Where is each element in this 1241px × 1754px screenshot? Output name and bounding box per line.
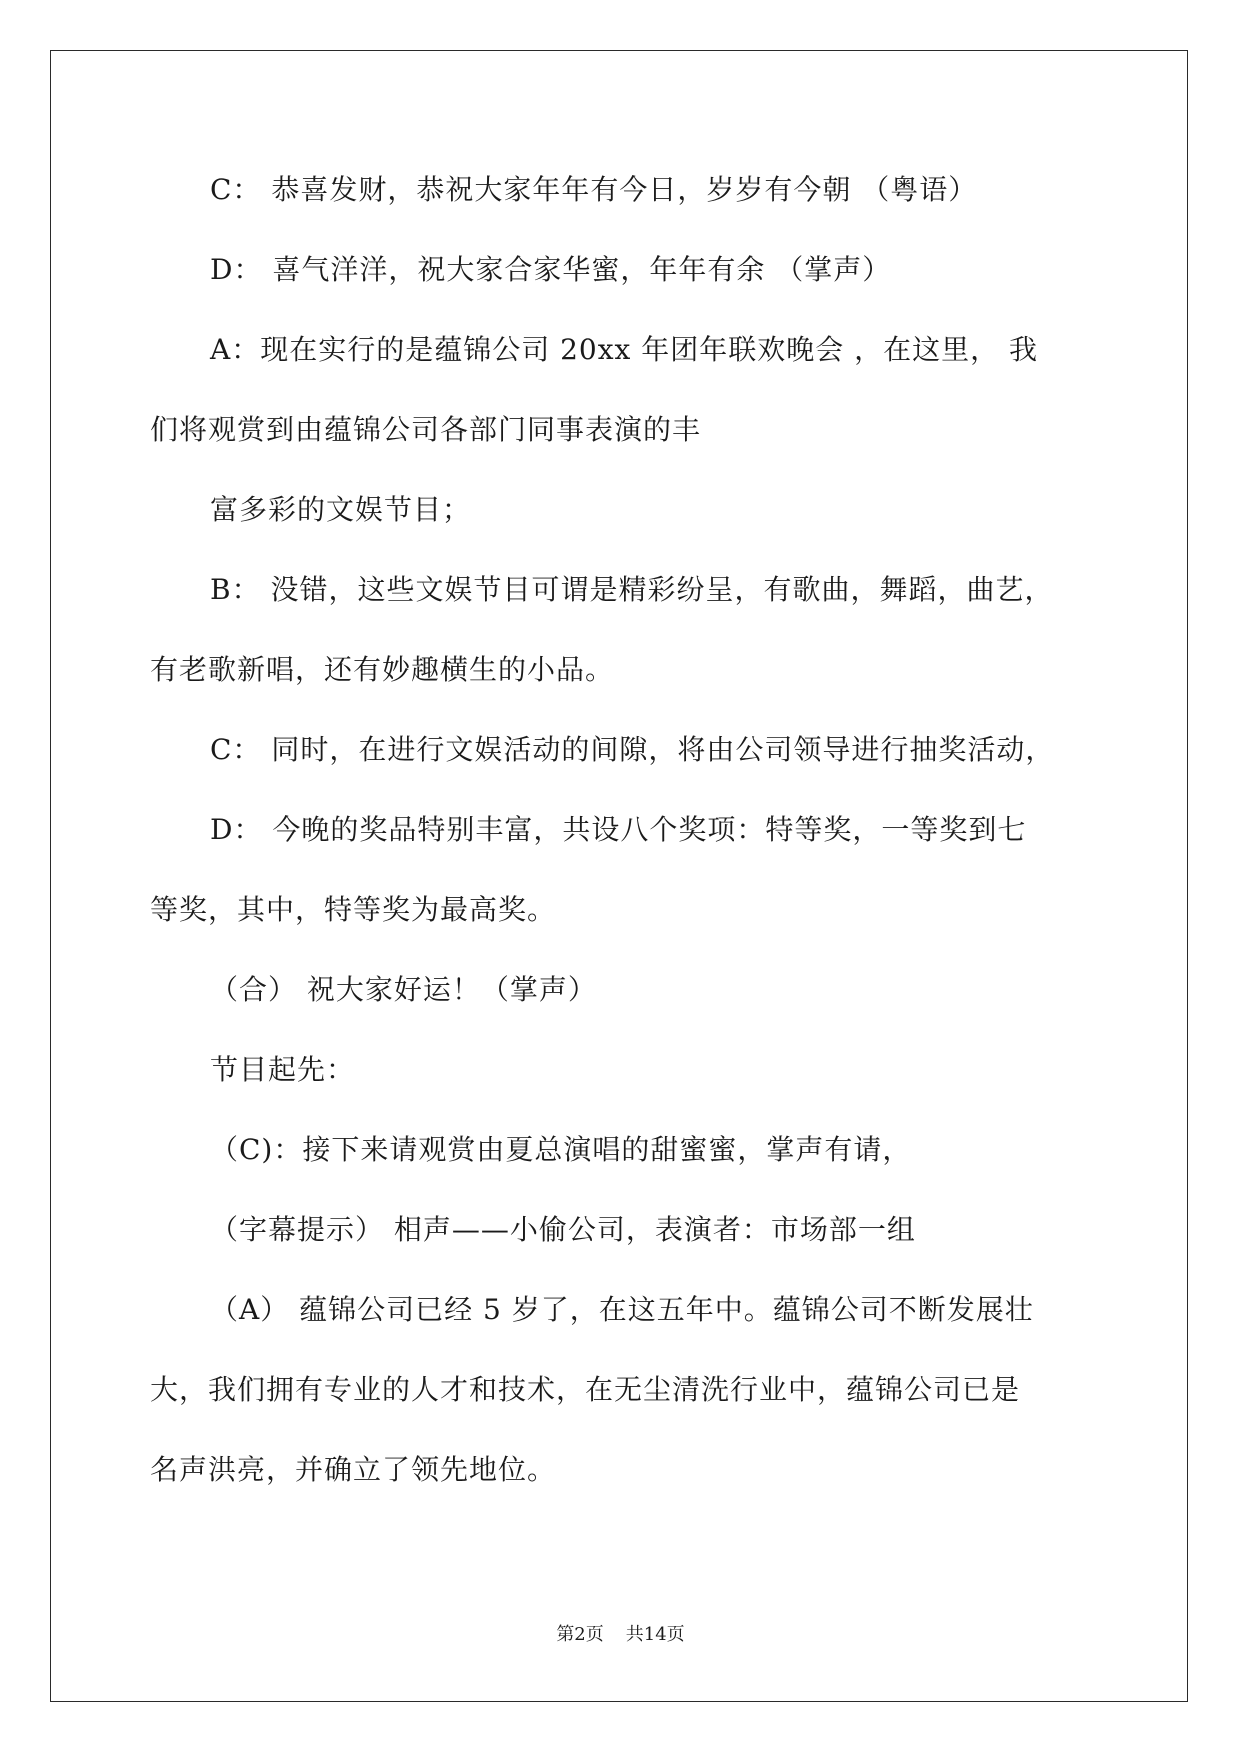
text-line: 大，我们拥有专业的人才和技术，在无尘清洗行业中，蕴锦公司已是 [150, 1373, 1021, 1406]
text-line: （A） 蕴锦公司已经 5 岁了，在这五年中。蕴锦公司不断发展壮 [210, 1293, 1034, 1326]
text-line: （合） 祝大家好运！（掌声） [210, 973, 597, 1006]
text-line: 们将观赏到由蕴锦公司各部门同事表演的丰 [150, 413, 702, 446]
text-line: （C)：接下来请观赏由夏总演唱的甜蜜蜜，掌声有请， [210, 1133, 912, 1166]
text-line: （字幕提示） 相声——小偷公司，表演者：市场部一组 [210, 1213, 916, 1246]
text-line: C： 同时，在进行文娱活动的间隙，将由公司领导进行抽奖活动， [210, 733, 1055, 766]
text-line: 富多彩的文娱节目； [210, 493, 472, 526]
page-number-total: 共14页 [625, 1624, 685, 1645]
text-line: 节目起先： [210, 1053, 356, 1086]
text-line: D： 今晚的奖品特别丰富，共设八个奖项：特等奖，一等奖到七 [210, 813, 1027, 846]
text-line: B： 没错，这些文娱节目可谓是精彩纷呈，有歌曲，舞蹈，曲艺， [210, 573, 1054, 606]
text-line: C： 恭喜发财，恭祝大家年年有今日，岁岁有今朝 （粤语） [210, 173, 978, 206]
text-line: 名声洪亮，并确立了领先地位。 [150, 1453, 557, 1486]
text-line: 有老歌新唱，还有妙趣横生的小品。 [150, 653, 615, 686]
text-line: 等奖，其中，特等奖为最高奖。 [150, 893, 557, 926]
page-footer [0, 1620, 1241, 1646]
text-line: D： 喜气洋洋，祝大家合家华蜜，年年有余 （掌声） [210, 253, 892, 286]
text-line: A：现在实行的是蕴锦公司 20xx 年团年联欢晚会 ，在这里， 我 [210, 333, 1039, 366]
page-number-current: 第2页 [556, 1624, 604, 1645]
